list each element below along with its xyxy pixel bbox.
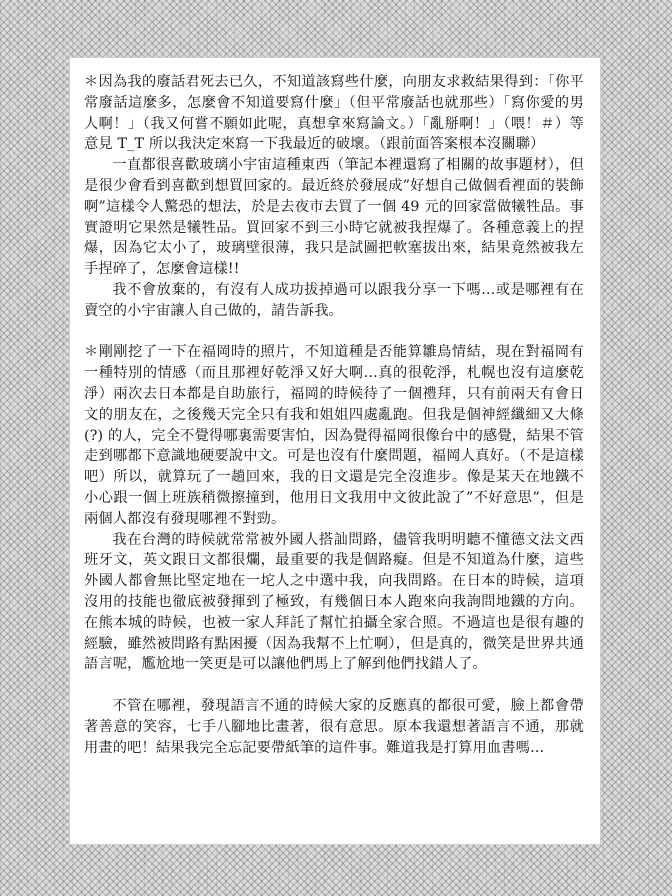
paragraph-broken-glass-intro: ＊因為我的廢話君死去已久，不知道該寫些什麼，向朋友求救結果得到：「你平常廢話這麼多，怎麼會不知道要寫什麼」（但平常廢話也就那些）「寫你愛的男人啊！」（我又何嘗不願如此呢，真想拿來寫論文。）「亂掰啊！」（喂！＃）等意見 T_T 所以我決定來寫一下我最近的破壞。（跟前面答案根本沒關聯） (84, 74, 584, 153)
paragraph-glass-universe: 一直都很喜歡玻璃小宇宙這種東西（筆記本裡還寫了相關的故事題材），但是很少會看到喜歡到想買回家的。最近終於發展成”好想自己做個看裡面的裝飾啊”這樣令人驚恐的想法，於是去夜市去買了一個 49 元的回家當做犧牲品。事實證明它果然是犧牲品。買回家不到三小時它就被我捏爆了。各種意義上的捏爆，因為它太小了，玻璃壁很薄，我只是試圖把軟塞拔出來，結果竟然被我左手捏碎了，怎麼會這樣!! (84, 157, 584, 278)
paragraph-request: 我不會放棄的，有沒有人成功拔掉過可以跟我分享一下嗎…或是哪裡有在賣空的小宇宙讓人自己做的，請告訴我。 (84, 281, 584, 319)
paragraph-language: 不管在哪裡，發現語言不通的時候大家的反應真的都很可愛，臉上都會帶著善意的笑容，七手八腳地比畫著，很有意思。原本我還想著語言不通，那就用畫的吧！結果我完全忘記要帶紙筆的這件事。難道我是打算用血書嗎… (84, 697, 584, 756)
paragraph-fukuoka: ＊剛剛挖了一下在福岡時的照片，不知道種是否能算雛鳥情結，現在對福岡有一種特別的情感（而且那裡好乾淨又好大啊…真的很乾淨，札幌也沒有這麼乾淨）兩次去日本都是自助旅行，福岡的時候待了一個禮拜，只有前兩天有會日文的朋友在，之後幾天完全只有我和姐姐四處亂跑。但我是個神經纖細又大條 (?) 的人，完全不覺得哪裏需要害怕，因為覺得福岡很像台中的感覺，結果不管走到哪都下意識地硬要說中文。可是也沒有什麼問題，福岡人真好。（不是這樣吧）所以，就算玩了一趟回來，我的日文還是完全沒進步。像是某天在地鐵不小心跟一個上班族稍微擦撞到，他用日文我用中文彼此說了”不好意思”，但是兩個人都沒有發現哪裡不對勁。 (84, 344, 584, 527)
paragraph-asking-directions: 我在台灣的時候就常常被外國人搭訕問路，儘管我明明聽不懂德文法文西班牙文，英文跟日文都很爛，最重要的我是個路癡。但是不知道為什麼，這些外國人都會無比堅定地在一坨人之中選中我，向我問路。在日本的時候，這項沒用的技能也徹底被發揮到了極致，有幾個日本人跑來向我詢問地鐵的方向。在熊本城的時候，也被一家人拜託了幫忙拍攝全家合照。不過這也是很有趣的經驗，雖然被問路有點困擾（因為我幫不上忙啊），但是真的，微笑是世界共通語言呢，尷尬地一笑更是可以讓他們馬上了解到他們找錯人了。 (84, 531, 584, 673)
essay-body (84, 72, 584, 758)
text-panel (70, 58, 600, 844)
